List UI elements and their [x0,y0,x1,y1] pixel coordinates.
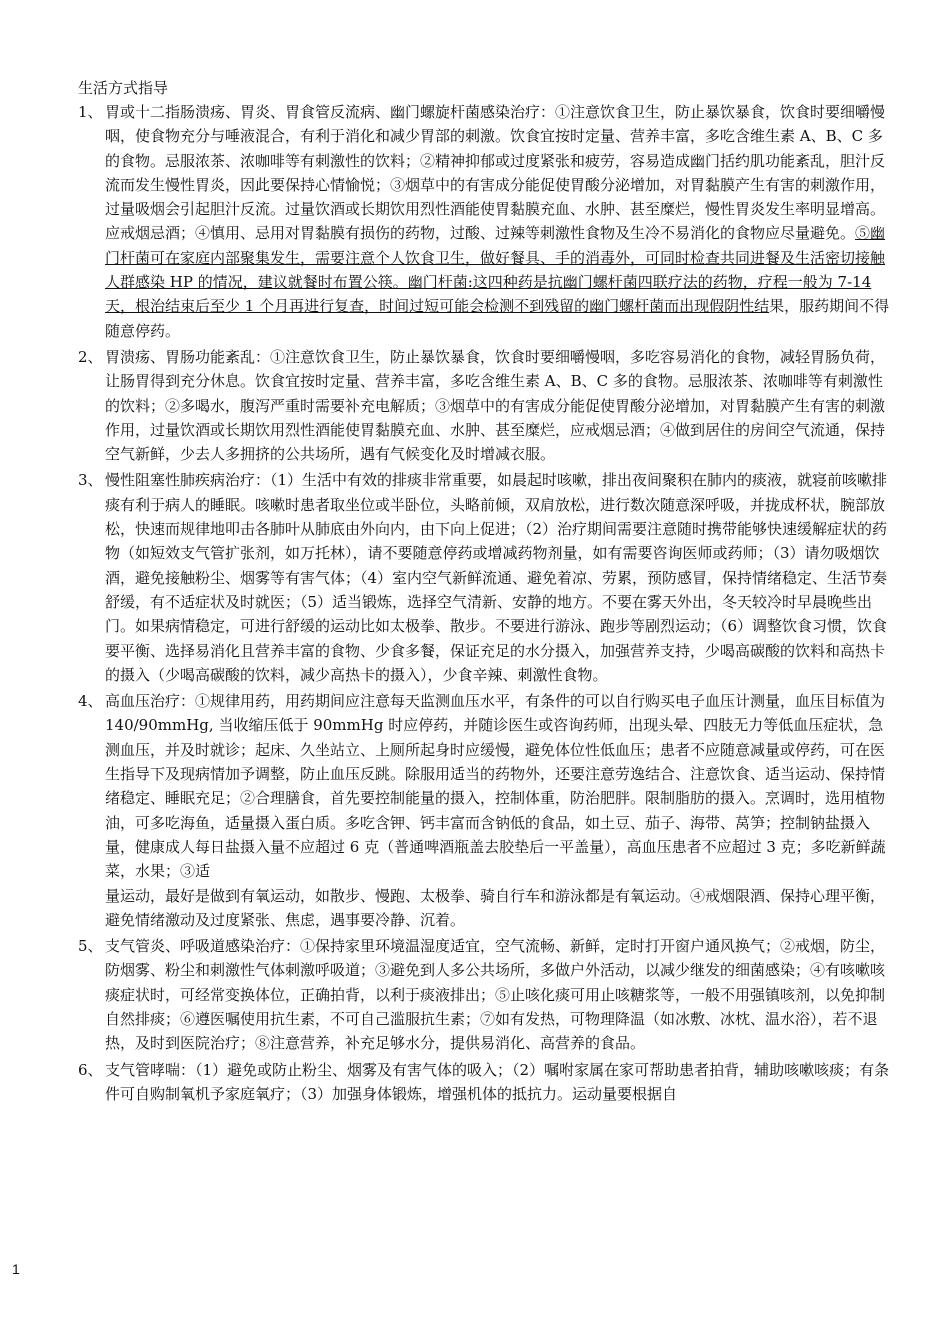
item-text: 胃溃疡、胃肠功能紊乱：①注意饮食卫生，防止暴饮暴食，饮食时要细嚼慢咽，多吃容易消化的食物，减轻胃肠负荷，让肠胃得到充分休息。饮食宜按时定量、营养丰富，多吃含维生素 A、B、C 多的食物。忌服浓茶、浓咖啡等有刺激性的饮料；②多喝水，腹泻严重时需要补充电解质；③烟草中的有害成分能促使胃酸分泌增加，对胃黏膜产生有害的刺激作用，过量饮酒或长期饮用烈性酒能使胃黏膜充血、水肿、甚至糜烂，应戒烟忌酒；④做到居住的房间空气流通，保持空气新鲜，少去人多拥挤的公共场所，遇有气候变化及时增减衣服。 [105,347,886,464]
item-text: 支气管哮喘：（1）避免或防止粉尘、烟雾及有害气体的吸入；（2）嘱咐家属在家可帮助患者拍背，辅助咳嗽咳痰；有条件可自购制氧机予家庭氧疗；（3）加强身体锻炼，增强机体的抵抗力。运动量要根据自 [105,1060,890,1103]
item-text: 胃或十二指肠溃疡、胃炎、胃食管反流病、幽门螺旋杆菌感染治疗：①注意饮食卫生，防止暴饮暴食，饮食时要细嚼慢咽，使食物充分与唾液混合，有利于消化和减少胃部的刺激。饮食宜按时定量、营养丰富，多吃含维生素 A、B、C 多的食物。忌服浓茶、浓咖啡等有刺激性的饮料；②精神抑郁或过度紧张和疲劳，容易造成幽门括约肌功能紊乱，胆汁反流而发生慢性胃炎，因此要保持心情愉悦；③烟草中的有害成分能促使胃酸分泌增加，对胃黏膜产生有害的刺激作用，过量吸烟会引起胆汁反流。过量饮酒或长期饮用烈性酒能使胃黏膜充血、水肿、甚至糜烂，慢性胃炎发生率明显增高。应戒烟忌酒；④慎用、忌用对胃黏膜有损伤的药物，过酸、过辣等刺激性食物及生冷不易消化的食物应尽量避免。 [105,103,886,243]
item-underlined-text: ⑤幽门杆菌可在家庭内部聚集发生，需要注意个人饮食卫生，做好餐具、手的消毒外，可同时检查共同进餐及生活密切接触人群感染 HP 的情况，建议就餐时布置公筷。幽门杆菌:这四种药是抗幽门螺杆菌四联疗法的药物，疗程一般为 7-14 天，根治结束后至少 1 个月再进行复查，时间过短可能会检测不到残留的幽门螺杆菌而出现假阴性结 [105,224,886,316]
item-text-tail: 果，服药期间不得随意停药。 [105,297,890,340]
list-item [78,100,893,343]
list-item [78,345,893,466]
item-number: 3、 [78,471,103,490]
list-item [78,468,893,687]
item-number: 1、 [78,103,103,121]
item-number: 5、 [78,937,103,956]
item-text: 慢性阻塞性肺疾病治疗：（1）生活中有效的排痰非常重要，如晨起时咳嗽，排出夜间聚积在肺内的痰液，就寝前咳嗽排痰有利于病人的睡眠。咳嗽时患者取坐位或半卧位，头略前倾，双肩放松，进行数次随意深呼吸，并拢成杯状，腕部放松，快速而规律地叩击各肺叶从肺底由外向内，由下向上促进；（2）治疗期间需要注意随时携带能够快速缓解症状的药物（如短效支气管扩张剂，如万托林），请不要随意停药或增减药物剂量，如有需要咨询医师或药师；（3）请勿吸烟饮酒，避免接触粉尘、烟雾等有害气体；（4）室内空气新鲜流通、避免着凉、劳累，预防感冒，保持情绪稳定、生活节奏舒缓，有不适症状及时就医；（5）适当锻炼，选择空气清新、安静的地方。不要在雾天外出，冬天较冷时早晨晚些出门。如果病情稳定，可进行舒缓的运动比如太极拳、散步。不要进行游泳、跑步等剧烈运动；（6）调整饮食习惯，饮食要平衡、选择易消化且营养丰富的食物、少食多餐，保证充足的水分摄入，加强营养支持，少喝高碳酸的饮料和高热卡的摄入（少喝高碳酸的饮料，减少高热卡的摄入），少食辛辣、刺激性食物。 [105,471,888,684]
list-item [78,1058,893,1107]
page-number: 1 [12,1261,20,1277]
item-number: 2、 [78,347,103,366]
item-text: 支气管炎、呼吸道感染治疗：①保持家里环境温湿度适宜，空气流畅、新鲜，定时打开窗户通风换气；②戒烟，防尘，防烟雾、粉尘和刺激性气体刺激呼吸道；③避免到人多公共场所，多做户外活动，以减少继发的细菌感染；④有咳嗽咳痰症状时，可经常变换体位，正确拍背，以利于痰液排出；⑤止咳化痰可用止咳糖浆等，一般不用强镇咳剂，以免抑制自然排痰；⑥遵医嘱使用抗生素，不可自己滥服抗生素；⑦如有发热，可物理降温（如冰敷、冰枕、温水浴），若不退热，及时到医院治疗；⑧注意营养，补充足够水分，提供易消化、高营养的食品。 [105,937,886,1053]
document-title: 生活方式指导 [78,79,169,97]
guidance-list [78,100,893,1108]
item-number: 4、 [78,692,103,711]
list-item [78,689,893,932]
item-text: 高血压治疗：①规律用药，用药期间应注意每天监测血压水平，有条件的可以自行购买电子血压计测量，血压目标值为 140/90mmHg, 当收缩压低于 90mmHg 时应停药，并随诊医生或咨询药师，出现头晕、四肢无力等低血压症状，急测血压，并及时就诊；起床、久坐站立、上厕所起身时应缓慢，避免体位性低血压；患者不应随意减量或停药，可在医生指导下及现病情加予调整，防止血压反跳。除服用适当的药物外，还要注意劳逸结合、注意饮食、适当运动、保持情绪稳定、睡眠充足；②合理膳食，首先要控制能量的摄入，控制体重，防治肥胖。限制脂肪的摄入。烹调时，选用植物油，可多吃海鱼，适量摄入蛋白质。多吃含钾、钙丰富而含钠低的食品，如土豆、茄子、海带、莴笋；控制钠盐摄入量，健康成人每日盐摄入量不应超过 6 克（普通啤酒瓶盖去胶垫后一平盖量），高血压患者不应超过 3 克；多吃新鲜蔬菜，水果；③适 [105,692,886,881]
item-text-continued: 量运动，最好是做到有氧运动，如散步、慢跑、太极拳、骑自行车和游泳都是有氧运动。④戒烟限酒、保持心理平衡，避免情绪激动及过度紧张、焦虑，遇事要冷静、沉着。 [105,886,886,929]
item-number: 6、 [78,1060,103,1079]
list-item [78,934,893,1055]
